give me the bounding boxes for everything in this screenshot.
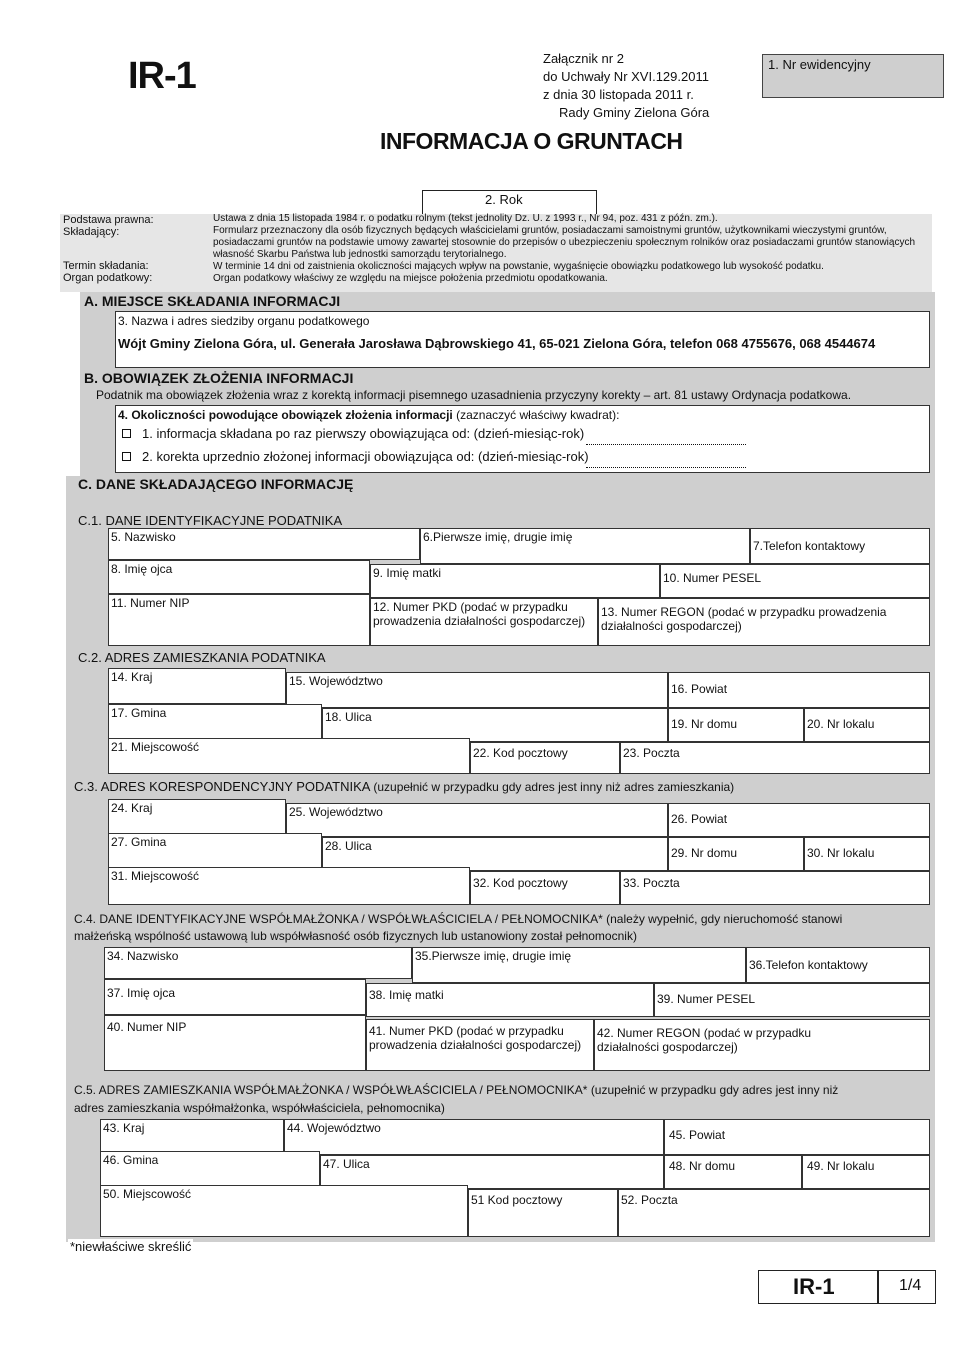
- field-51-box[interactable]: [468, 1189, 618, 1237]
- field-6-label: 6.Pierwsze imię, drugie imię: [423, 530, 573, 544]
- field-25-label: 25. Województwo: [289, 805, 383, 819]
- field-1-box[interactable]: [762, 54, 944, 98]
- field-4-hint: (zaznaczyć właściwy kwadrat):: [456, 408, 620, 422]
- field-52-label: 52. Poczta: [621, 1193, 678, 1207]
- field-4-title: 4. Okoliczności powodujące obowiązek złożenia informacji: [118, 408, 453, 422]
- field-47-box[interactable]: [320, 1155, 664, 1189]
- annex-line: do Uchwały Nr XVI.129.2011: [543, 69, 709, 84]
- footer-page-box: [878, 1270, 936, 1304]
- section-c-title: C. DANE SKŁADAJĄCEGO INFORMACJĘ: [78, 476, 354, 492]
- legal-filer-line: własność Skarbu Państwa lub jednostki samorządu terytorialnego.: [213, 249, 507, 260]
- field-34-box[interactable]: [104, 947, 412, 979]
- field-35-box[interactable]: [412, 947, 746, 983]
- legal-deadline: W terminie 14 dni od zaistnienia okoliczności mających wpływ na powstanie, wygaśnięcie obowiązku podatkowego lub wysokość podatku.: [213, 261, 824, 272]
- field-30-box[interactable]: [804, 837, 930, 871]
- field-8-label: 8. Imię ojca: [111, 562, 173, 576]
- field-13-label-line: 13. Numer REGON (podać w przypadku prowadzenia: [601, 605, 887, 619]
- field-41-box[interactable]: [366, 1019, 594, 1071]
- c5-title: [74, 1083, 838, 1097]
- section-b-note: Podatnik ma obowiązek złożenia wraz z korektą informacji pisemnego uzasadnienia przyczyny korekty – art. 81 ustawy Ordynacja podatkowa.: [96, 388, 852, 402]
- field-21-box[interactable]: [108, 738, 470, 774]
- legal-label: Podstawa prawna:: [63, 214, 154, 226]
- field-5-label: 5. Nazwisko: [111, 530, 176, 544]
- field-41-label-line: 41. Numer PKD (podać w przypadku: [369, 1024, 564, 1038]
- c5-title-text: C.5. ADRES ZAMIESZKANIA WSPÓŁMAŁŻONKA / WSPÓŁWŁAŚCICIELA / PEŁNOMOCNIKA*: [74, 1083, 588, 1097]
- field-33-box[interactable]: [620, 871, 930, 905]
- field-49-box[interactable]: [802, 1155, 930, 1189]
- field-51-label: 51 Kod pocztowy: [471, 1193, 563, 1207]
- c3-title: [74, 779, 734, 794]
- field-22-box[interactable]: [470, 742, 620, 774]
- field-3-value: Wójt Gminy Zielona Góra, ul. Generała Jarosława Dąbrowskiego 41, 65-021 Zielona Góra, telefon 068 4755676, 068 4544674: [118, 336, 876, 351]
- field-9-label: 9. Imię matki: [373, 566, 442, 580]
- field-15-box[interactable]: [286, 672, 668, 708]
- field-47-label: 47. Ulica: [323, 1157, 370, 1171]
- c4-title: [74, 912, 842, 926]
- field-50-box[interactable]: [100, 1185, 468, 1237]
- field-16-label: 16. Powiat: [671, 682, 728, 696]
- option-2-label: 2. korekta uprzednio złożonej informacji obowiązująca od: (dzień-miesiąc-rok): [142, 449, 589, 464]
- c4-title-note-2: małżeńską wspólność ustawową lub współwłasność osób fizycznych lub ustanowiony został pełnomocnik): [74, 929, 637, 943]
- field-23-label: 23. Poczta: [623, 746, 680, 760]
- field-34-label: 34. Nazwisko: [107, 949, 179, 963]
- field-10-box[interactable]: [660, 564, 930, 598]
- field-7-label: 7.Telefon kontaktowy: [753, 539, 866, 553]
- field-5-box[interactable]: [108, 528, 420, 560]
- field-48-label: 48. Nr domu: [669, 1159, 736, 1173]
- field-11-box[interactable]: [108, 594, 370, 646]
- field-16-box[interactable]: [668, 672, 930, 708]
- field-9-box[interactable]: [370, 564, 660, 598]
- section-a-title: A. MIEJSCE SKŁADANIA INFORMACJI: [84, 293, 341, 309]
- legal-label: Składający:: [63, 226, 120, 238]
- field-43-box[interactable]: [100, 1119, 284, 1155]
- field-31-label: 31. Miejscowość: [111, 869, 200, 883]
- field-3-label: 3. Nazwa i adres siedziby organu podatkowego: [118, 314, 370, 328]
- field-14-box[interactable]: [108, 668, 286, 704]
- field-50-label: 50. Miejscowość: [103, 1187, 192, 1201]
- field-3-box[interactable]: [115, 311, 930, 368]
- field-31-box[interactable]: [108, 867, 470, 905]
- field-19-label: 19. Nr domu: [671, 717, 738, 731]
- field-21-label: 21. Miejscowość: [111, 740, 200, 754]
- field-24-box[interactable]: [108, 799, 286, 837]
- form-code: IR-1: [128, 55, 196, 97]
- field-27-box[interactable]: [108, 833, 322, 871]
- field-30-label: 30. Nr lokalu: [807, 846, 875, 860]
- field-19-box[interactable]: [668, 708, 804, 742]
- field-4-label: [118, 408, 619, 422]
- legal-authority: Organ podatkowy właściwy ze względu na miejsce położenia przedmiotu opodatkowania.: [213, 273, 608, 284]
- option-1-checkbox[interactable]: [122, 429, 131, 438]
- footnote: *niewłaściwe skreślić: [70, 1239, 192, 1254]
- field-18-box[interactable]: [322, 708, 668, 742]
- footer-form-code: IR-1: [793, 1274, 835, 1299]
- field-32-label: 32. Kod pocztowy: [473, 876, 568, 890]
- section-b-title: B. OBOWIĄZEK ZŁOŻENIA INFORMACJI: [84, 370, 354, 386]
- field-45-box[interactable]: [664, 1119, 930, 1155]
- field-40-label: 40. Numer NIP: [107, 1020, 187, 1034]
- field-44-label: 44. Województwo: [287, 1121, 381, 1135]
- annex-line: Rady Gminy Zielona Góra: [559, 105, 710, 120]
- annex-reference: [543, 50, 709, 122]
- annex-line: Załącznik nr 2: [543, 51, 624, 66]
- field-42-box[interactable]: [594, 1019, 930, 1071]
- field-42-label-line: działalności gospodarczej): [597, 1040, 738, 1054]
- field-11-label: 11. Numer NIP: [111, 596, 190, 610]
- field-43-label: 43. Kraj: [103, 1121, 145, 1135]
- field-4-box[interactable]: [115, 405, 930, 473]
- field-39-box[interactable]: [654, 983, 930, 1017]
- field-24-label: 24. Kraj: [111, 801, 153, 815]
- field-14-label: 14. Kraj: [111, 670, 153, 684]
- c5-title-note-2: adres zamieszkania współmałżonka, współwłaściciela, pełnomocnika): [74, 1101, 445, 1115]
- c1-title: C.1. DANE IDENTYFIKACYJNE PODATNIKA: [78, 513, 343, 528]
- c5-title-note: (uzupełnić w przypadku gdy adres jest inny niż: [590, 1083, 839, 1097]
- legal-filer-line: Formularz przeznaczony dla osób fizycznych będących właścicielami gruntów, posiadaczami samoistnymi gruntów, użytkownikami wieczystymi gruntów,: [213, 225, 887, 236]
- field-20-label: 20. Nr lokalu: [807, 717, 875, 731]
- c3-title-text: C.3. ADRES KORESPONDENCYJNY PODATNIKA: [74, 779, 370, 794]
- field-46-box[interactable]: [100, 1151, 320, 1187]
- field-29-label: 29. Nr domu: [671, 846, 738, 860]
- field-28-label: 28. Ulica: [325, 839, 372, 853]
- field-12-box[interactable]: [370, 598, 598, 646]
- field-13-box[interactable]: [598, 598, 930, 646]
- c2-title: C.2. ADRES ZAMIESZKANIA PODATNIKA: [78, 650, 326, 665]
- field-36-box[interactable]: [746, 947, 930, 983]
- page-number: 1/4: [899, 1277, 922, 1294]
- field-7-box[interactable]: [750, 528, 930, 564]
- field-49-label: 49. Nr lokalu: [807, 1159, 875, 1173]
- field-40-box[interactable]: [104, 1015, 366, 1071]
- field-15-label: 15. Województwo: [289, 674, 383, 688]
- legal-label: Organ podatkowy:: [63, 272, 153, 284]
- c4-title-text: C.4. DANE IDENTYFIKACYJNE WSPÓŁMAŁŻONKA / WSPÓŁWŁAŚCICIELA / PEŁNOMOCNIKA*: [74, 912, 603, 926]
- option-2-checkbox[interactable]: [122, 452, 131, 461]
- field-26-box[interactable]: [668, 803, 930, 837]
- field-28-box[interactable]: [322, 837, 668, 871]
- field-8-box[interactable]: [108, 560, 370, 594]
- field-27-label: 27. Gmina: [111, 835, 167, 849]
- field-38-label: 38. Imię matki: [369, 988, 444, 1002]
- option-1-date-line[interactable]: [586, 444, 746, 445]
- field-25-box[interactable]: [286, 803, 668, 837]
- page-title: INFORMACJA O GRUNTACH: [380, 128, 683, 154]
- field-2-label: 2. Rok: [485, 192, 523, 207]
- annex-line: z dnia 30 listopada 2011 r.: [543, 87, 694, 102]
- field-23-box[interactable]: [620, 742, 930, 774]
- field-1-label: 1. Nr ewidencyjny: [768, 57, 871, 72]
- legal-labels: [63, 214, 154, 284]
- field-29-box[interactable]: [668, 837, 804, 871]
- field-17-box[interactable]: [108, 704, 322, 740]
- legal-label: Termin składania:: [63, 260, 149, 272]
- field-33-label: 33. Poczta: [623, 876, 680, 890]
- field-36-label: 36.Telefon kontaktowy: [749, 958, 868, 972]
- field-12-label-line: prowadzenia działalności gospodarczej): [373, 614, 586, 628]
- field-37-label: 37. Imię ojca: [107, 986, 176, 1000]
- field-37-box[interactable]: [104, 979, 366, 1015]
- option-2-date-line[interactable]: [586, 467, 746, 468]
- field-10-label: 10. Numer PESEL: [663, 571, 762, 585]
- field-32-box[interactable]: [470, 871, 620, 905]
- field-13-label-line: działalności gospodarczej): [601, 619, 742, 633]
- field-41-label-line: prowadzenia działalności gospodarczej): [369, 1038, 582, 1052]
- field-46-label: 46. Gmina: [103, 1153, 159, 1167]
- field-12-label-line: 12. Numer PKD (podać w przypadku: [373, 600, 568, 614]
- field-38-box[interactable]: [366, 983, 654, 1017]
- field-18-label: 18. Ulica: [325, 710, 372, 724]
- field-35-label: 35.Pierwsze imię, drugie imię: [415, 949, 572, 963]
- legal-basis: Ustawa z dnia 15 listopada 1984 r. o podatku rolnym (tekst jednolity Dz. U. z 1993 r., Nr 94, poz. 431 z późn. zm.).: [213, 213, 718, 224]
- option-1-label: 1. informacja składana po raz pierwszy obowiązująca od: (dzień-miesiąc-rok): [142, 426, 585, 441]
- field-45-label: 45. Powiat: [669, 1128, 726, 1142]
- field-44-box[interactable]: [284, 1119, 664, 1155]
- field-22-label: 22. Kod pocztowy: [473, 746, 568, 760]
- field-26-label: 26. Powiat: [671, 812, 728, 826]
- footer-code-box: [758, 1270, 878, 1304]
- field-52-box[interactable]: [618, 1189, 930, 1237]
- field-39-label: 39. Numer PESEL: [657, 992, 756, 1006]
- legal-filer-line: posiadaczami gruntów na podstawie umowy zawartej stosownie do przepisów o ubezpieczeniu społecznym rolników oraz posiadaczami gruntów stanowiących: [213, 237, 916, 248]
- field-48-box[interactable]: [664, 1155, 802, 1189]
- field-20-box[interactable]: [804, 708, 930, 742]
- legal-texts: [213, 213, 928, 285]
- field-6-box[interactable]: [420, 528, 750, 564]
- field-42-label-line: 42. Numer REGON (podać w przypadku: [597, 1026, 812, 1040]
- c3-title-note: (uzupełnić w przypadku gdy adres jest inny niż adres zamieszkania): [373, 780, 735, 794]
- c4-title-note: (należy wypełnić, gdy nieruchomość stanowi: [606, 912, 843, 926]
- field-17-label: 17. Gmina: [111, 706, 167, 720]
